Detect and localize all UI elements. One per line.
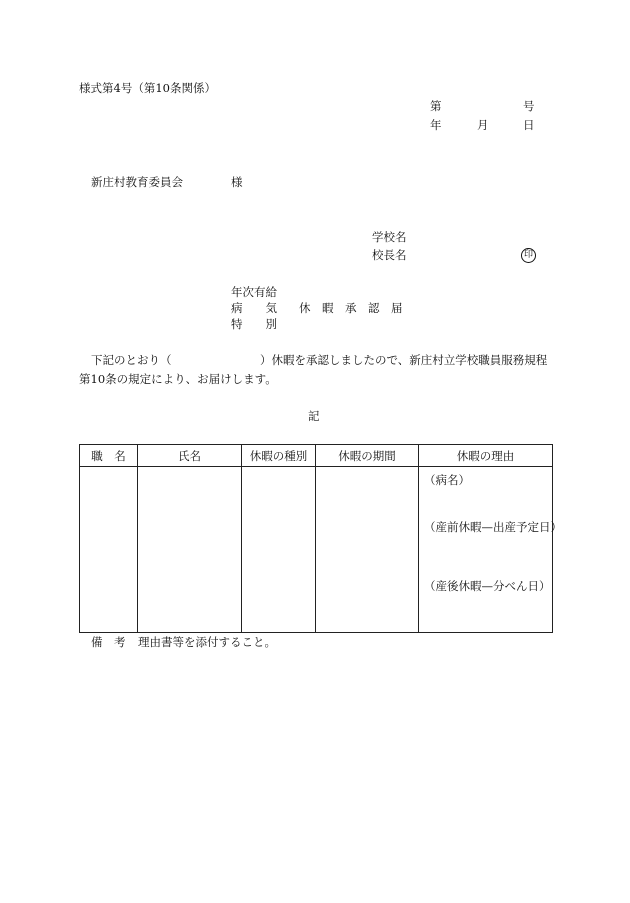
document-title: 休 暇 承 認 届 — [299, 301, 403, 315]
header-name: 氏名 — [138, 445, 242, 467]
header-job-title: 職 名 — [80, 445, 138, 467]
date-day: 日 — [523, 118, 535, 132]
doc-number-go: 号 — [523, 99, 535, 113]
school-name-label: 学校名 — [372, 230, 407, 244]
reason-note-prenatal: （産前休暇—出産予定日） — [424, 520, 562, 534]
doc-number-dai: 第 — [430, 99, 442, 113]
principal-name-label: 校長名 — [372, 248, 407, 262]
addressee-honorific: 様 — [231, 175, 243, 189]
header-leave-reason: 休暇の理由 — [419, 445, 553, 467]
cell-leave-reason[interactable] — [419, 467, 562, 633]
form-label: 様式第4号（第10条関係） — [79, 81, 216, 95]
reason-note-postnatal: （産後休暇—分べん日） — [424, 579, 551, 593]
body-text-post: ）休暇を承認しましたので、新庄村立学校職員服務規程 — [260, 353, 548, 367]
cell-name[interactable] — [138, 467, 242, 633]
body-text-pre: 下記のとおり（ — [91, 353, 172, 367]
header-leave-period: 休暇の期間 — [316, 445, 419, 467]
record-table — [79, 444, 562, 633]
leave-type-sick: 病 気 — [231, 301, 277, 315]
leave-type-annual: 年次有給 — [231, 285, 277, 299]
cell-leave-period[interactable] — [316, 467, 419, 633]
reason-note-illness: （病名） — [424, 473, 470, 487]
header-leave-type: 休暇の種別 — [242, 445, 316, 467]
body-text-line2: 第10条の規定により、お届けします。 — [79, 372, 277, 386]
date-year: 年 — [430, 118, 442, 132]
seal-mark: 印 — [521, 248, 536, 263]
date-month: 月 — [477, 118, 489, 132]
cell-leave-type[interactable] — [242, 467, 316, 633]
ki-heading: 記 — [308, 409, 320, 423]
remarks-text: 理由書等を添付すること。 — [138, 635, 276, 649]
cell-job-title[interactable] — [80, 467, 138, 633]
addressee-name: 新庄村教育委員会 — [91, 175, 183, 189]
remarks-label: 備 考 — [91, 635, 126, 649]
leave-type-special: 特 別 — [231, 317, 277, 331]
